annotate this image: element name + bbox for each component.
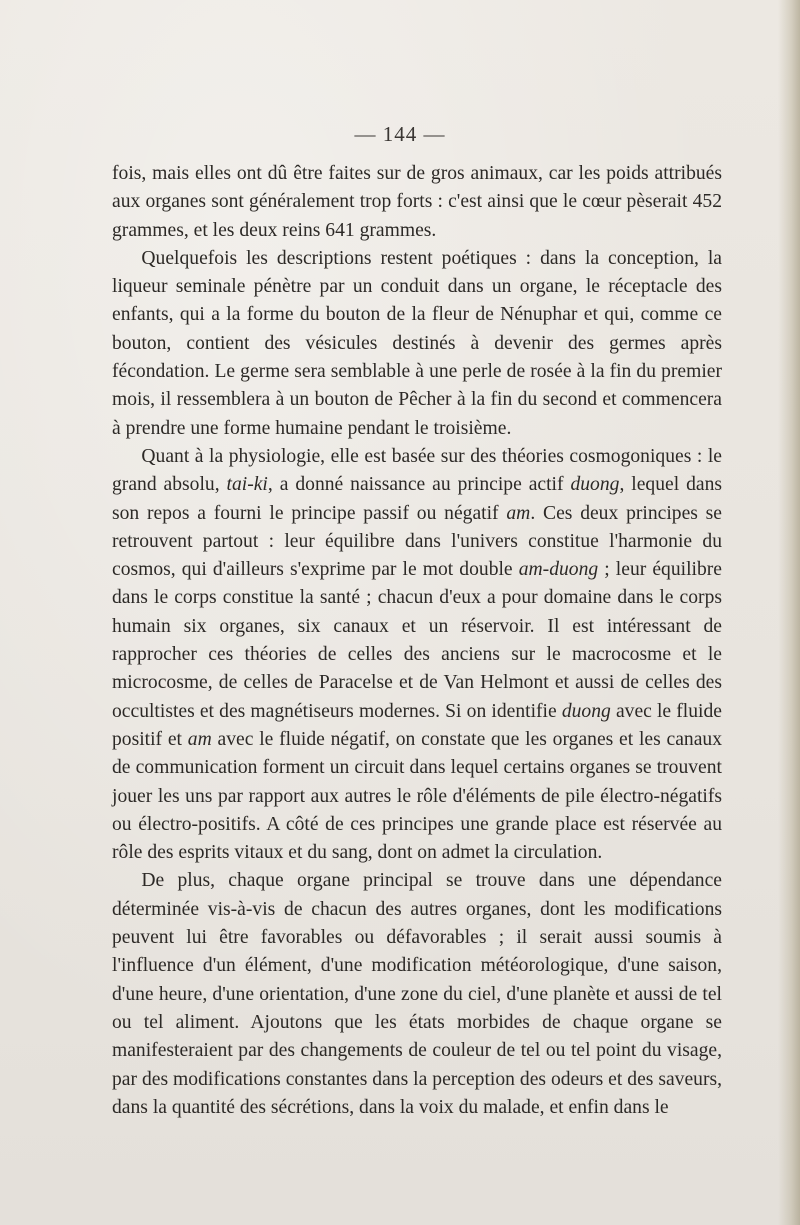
text-run: . Ces deux principes se retrouvent partout : leur équilibre dans l'univers constitue l'harmonie du cosmos, qui d'ailleurs s'exprime par le mot double (112, 502, 722, 581)
page-edge-shadow (778, 0, 800, 1225)
text-run: fois, mais elles ont dû être faites sur de gros animaux, car les poids attribués aux organes sont généralement trop forts : c'est ainsi que le cœur pèserait 452 grammes, et les deux reins 641 grammes. (112, 163, 722, 241)
text-run: De plus, chaque organe principal se trouve dans une dépendance déterminée vis-à-vis de chacun des autres organes, dont les modifications peuvent lui être favorables ou défavorables ; il serait aussi soumis à l'influence d'un élément, d'une modification météorologique, d'une saison, d'une heure, d'une orientation, d'une zone du ciel, d'une planète et aussi de tel ou tel aliment. Ajoutons que les états morbides de chaque organe se manifesteraient par des changements de couleur de tel ou tel point du visage, par des modifications constantes dans la perception des odeurs et des saveurs, dans la quantité des sécrétions, dans la voix du malade, et enfin dans le (112, 870, 722, 1118)
italic-term: duong (570, 474, 620, 496)
text-run: avec le fluide positif et (112, 700, 722, 750)
text-run: avec le fluide négatif, on constate que les organes et les canaux de communication forment un circuit dans lequel certains organes se trouvent jouer les uns par rapport aux autres le rôle d'éléments de pile électro-négatifs ou électro-positifs. A côté de ces principes une grande place est réservée au rôle des esprits vitaux et du sang, dont on admet la circulation. (112, 728, 723, 864)
italic-term: am (506, 502, 531, 524)
italic-term: tai-ki (226, 474, 268, 496)
italic-term: duong (561, 700, 611, 722)
paragraph (112, 160, 722, 245)
text-run: Quant à la physiologie, elle est basée sur des théories cosmogoniques : le grand absolu, (112, 445, 722, 496)
italic-term: am (187, 728, 212, 750)
text-run: Quelquefois les descriptions restent poétiques : dans la conception, la liqueur seminale pénètre par un conduit dans un organe, le réceptacle des enfants, qui a la forme du bouton de la fleur de Nénuphar et qui, comme ce bouton, contient des vésicules destinés à devenir des germes après fécondation. Le germe sera semblable à une perle de rosée à la fin du premier mois, il ressemblera à un bouton de Pêcher à la fin du second et commencera à prendre une forme humaine pendant le troisième. (112, 247, 722, 439)
page-number: — 144 — (354, 122, 446, 146)
text-run: , a donné naissance au principe actif (267, 474, 571, 496)
italic-term: am-duong (518, 559, 599, 581)
paragraph (112, 867, 722, 1122)
text-run: , lequel dans son repos a fourni le principe passif ou négatif (112, 474, 722, 524)
paragraph (112, 443, 722, 867)
paragraph (112, 245, 722, 443)
text-run: ; leur équilibre dans le corps constitue la santé ; chacun d'eux a pour domaine dans le corps humain six organes, six canaux et un réservoir. Il est intéressant de rapprocher ces théories de celles des anciens sur le macrocosme et le microcosme, de celles de Paracelse et de Van Helmont et aussi de celles des occultistes et des magnétiseurs modernes. Si on identifie (112, 559, 722, 722)
body-text (112, 160, 722, 1122)
